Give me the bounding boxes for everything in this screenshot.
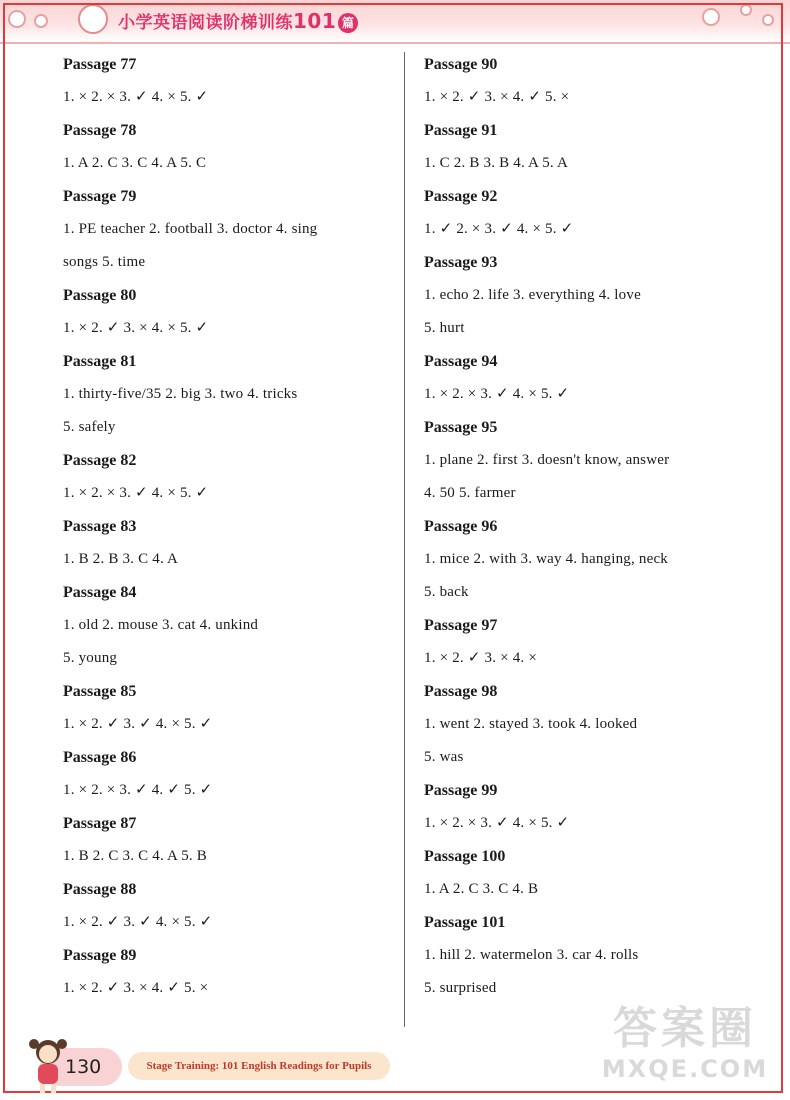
passage-title: Passage 81 <box>63 353 137 370</box>
answer-line: 1. × 2. ✓ 3. × 4. ✓ 5. × <box>424 89 570 105</box>
answer-line: 5. was <box>424 749 464 765</box>
passage-title: Passage 96 <box>424 518 498 535</box>
answer-line: 5. safely <box>63 419 116 435</box>
passage-block <box>424 510 754 609</box>
answer-line: 1. old 2. mouse 3. cat 4. unkind <box>63 617 259 633</box>
passage-block <box>424 609 754 675</box>
passage-block <box>424 246 754 345</box>
answer-line: 1. mice 2. with 3. way 4. hanging, neck <box>424 551 668 567</box>
answer-line: 1. × 2. ✓ 3. × 4. ✓ 5. × <box>63 980 209 996</box>
passage-block <box>63 114 393 180</box>
answer-line: 1. echo 2. life 3. everything 4. love <box>424 287 641 303</box>
header-title-prefix: 小学 <box>118 13 153 33</box>
passage-title: Passage 82 <box>63 452 137 469</box>
answer-line: 5. surprised <box>424 980 497 996</box>
answer-line: songs 5. time <box>63 254 146 270</box>
right-answer-column <box>424 48 754 1005</box>
passage-block <box>63 873 393 939</box>
watermark-line1: 答案圈 <box>613 1003 757 1054</box>
passage-block <box>424 675 754 774</box>
passage-title: Passage 83 <box>63 518 137 535</box>
passage-title: Passage 79 <box>63 188 137 205</box>
answer-line: 1. × 2. × 3. ✓ 4. × 5. ✓ <box>63 485 209 501</box>
answer-line: 1. × 2. × 3. ✓ 4. × 5. ✓ <box>63 89 209 105</box>
watermark <box>600 1004 770 1092</box>
answer-line: 1. A 2. C 3. C 4. A 5. C <box>63 155 207 171</box>
left-answer-column <box>63 48 393 1005</box>
answer-line: 1. ✓ 2. × 3. ✓ 4. × 5. ✓ <box>424 221 574 237</box>
answer-line: 4. 50 5. farmer <box>424 485 516 501</box>
passage-title: Passage 86 <box>63 749 137 766</box>
answer-line: 1. hill 2. watermelon 3. car 4. rolls <box>424 947 639 963</box>
answer-line: 1. plane 2. first 3. doesn't know, answer <box>424 452 670 468</box>
passage-title: Passage 91 <box>424 122 498 139</box>
passage-block <box>63 807 393 873</box>
column-divider <box>404 52 405 1027</box>
passage-block <box>63 939 393 1005</box>
answer-line: 5. young <box>63 650 118 666</box>
passage-block <box>63 510 393 576</box>
passage-block <box>63 741 393 807</box>
passage-title: Passage 95 <box>424 419 498 436</box>
answer-line: 1. C 2. B 3. B 4. A 5. A <box>424 155 568 171</box>
header-badge: 篇 <box>338 13 358 33</box>
passage-block <box>63 444 393 510</box>
passage-title: Passage 99 <box>424 782 498 799</box>
answer-line: 1. × 2. × 3. ✓ 4. × 5. ✓ <box>424 386 570 402</box>
answer-line: 5. hurt <box>424 320 465 336</box>
passage-title: Passage 87 <box>63 815 137 832</box>
answer-line: 1. × 2. ✓ 3. ✓ 4. × 5. ✓ <box>63 716 213 732</box>
answer-line: 1. × 2. ✓ 3. ✓ 4. × 5. ✓ <box>63 914 213 930</box>
passage-block <box>63 180 393 279</box>
passage-block <box>63 675 393 741</box>
watermark-line2: MXQE.COM <box>601 1055 769 1083</box>
answer-line: 1. B 2. B 3. C 4. A <box>63 551 179 567</box>
answer-line: 1. × 2. ✓ 3. × 4. × <box>424 650 537 666</box>
passage-title: Passage 85 <box>63 683 137 700</box>
passage-block <box>63 576 393 675</box>
answer-line: 1. went 2. stayed 3. took 4. looked <box>424 716 638 732</box>
passage-title: Passage 94 <box>424 353 498 370</box>
passage-block <box>424 345 754 411</box>
passage-title: Passage 98 <box>424 683 498 700</box>
passage-block <box>424 774 754 840</box>
passage-block <box>424 840 754 906</box>
header-title-main: 英语阅读阶梯训练 <box>153 13 293 33</box>
passage-title: Passage 101 <box>424 914 506 931</box>
passage-block <box>424 906 754 1005</box>
header-title-number: 101 <box>293 9 337 33</box>
answer-line: 1. × 2. ✓ 3. × 4. × 5. ✓ <box>63 320 209 336</box>
passage-title: Passage 100 <box>424 848 506 865</box>
passage-title: Passage 97 <box>424 617 498 634</box>
answer-line: 1. A 2. C 3. C 4. B <box>424 881 539 897</box>
passage-title: Passage 84 <box>63 584 137 601</box>
passage-title: Passage 80 <box>63 287 137 304</box>
passage-block <box>424 114 754 180</box>
passage-block <box>424 180 754 246</box>
passage-block <box>63 48 393 114</box>
passage-title: Passage 93 <box>424 254 498 271</box>
passage-title: Passage 90 <box>424 56 498 73</box>
passage-block <box>63 345 393 444</box>
answer-line: 1. × 2. × 3. ✓ 4. × 5. ✓ <box>424 815 570 831</box>
passage-title: Passage 77 <box>63 56 137 73</box>
answer-line: 1. × 2. × 3. ✓ 4. ✓ 5. ✓ <box>63 782 213 798</box>
passage-block <box>63 279 393 345</box>
passage-block <box>424 411 754 510</box>
page-number: 130 <box>65 1056 102 1078</box>
answer-line: 5. back <box>424 584 469 600</box>
answer-line: 1. PE teacher 2. football 3. doctor 4. sing <box>63 221 318 237</box>
passage-title: Passage 92 <box>424 188 498 205</box>
footer-banner: Stage Training: 101 English Readings for Pupils <box>128 1052 390 1080</box>
answer-line: 1. B 2. C 3. C 4. A 5. B <box>63 848 207 864</box>
passage-title: Passage 89 <box>63 947 137 964</box>
passage-title: Passage 78 <box>63 122 137 139</box>
passage-block <box>424 48 754 114</box>
passage-title: Passage 88 <box>63 881 137 898</box>
answer-line: 1. thirty-five/35 2. big 3. two 4. tricks <box>63 386 298 402</box>
